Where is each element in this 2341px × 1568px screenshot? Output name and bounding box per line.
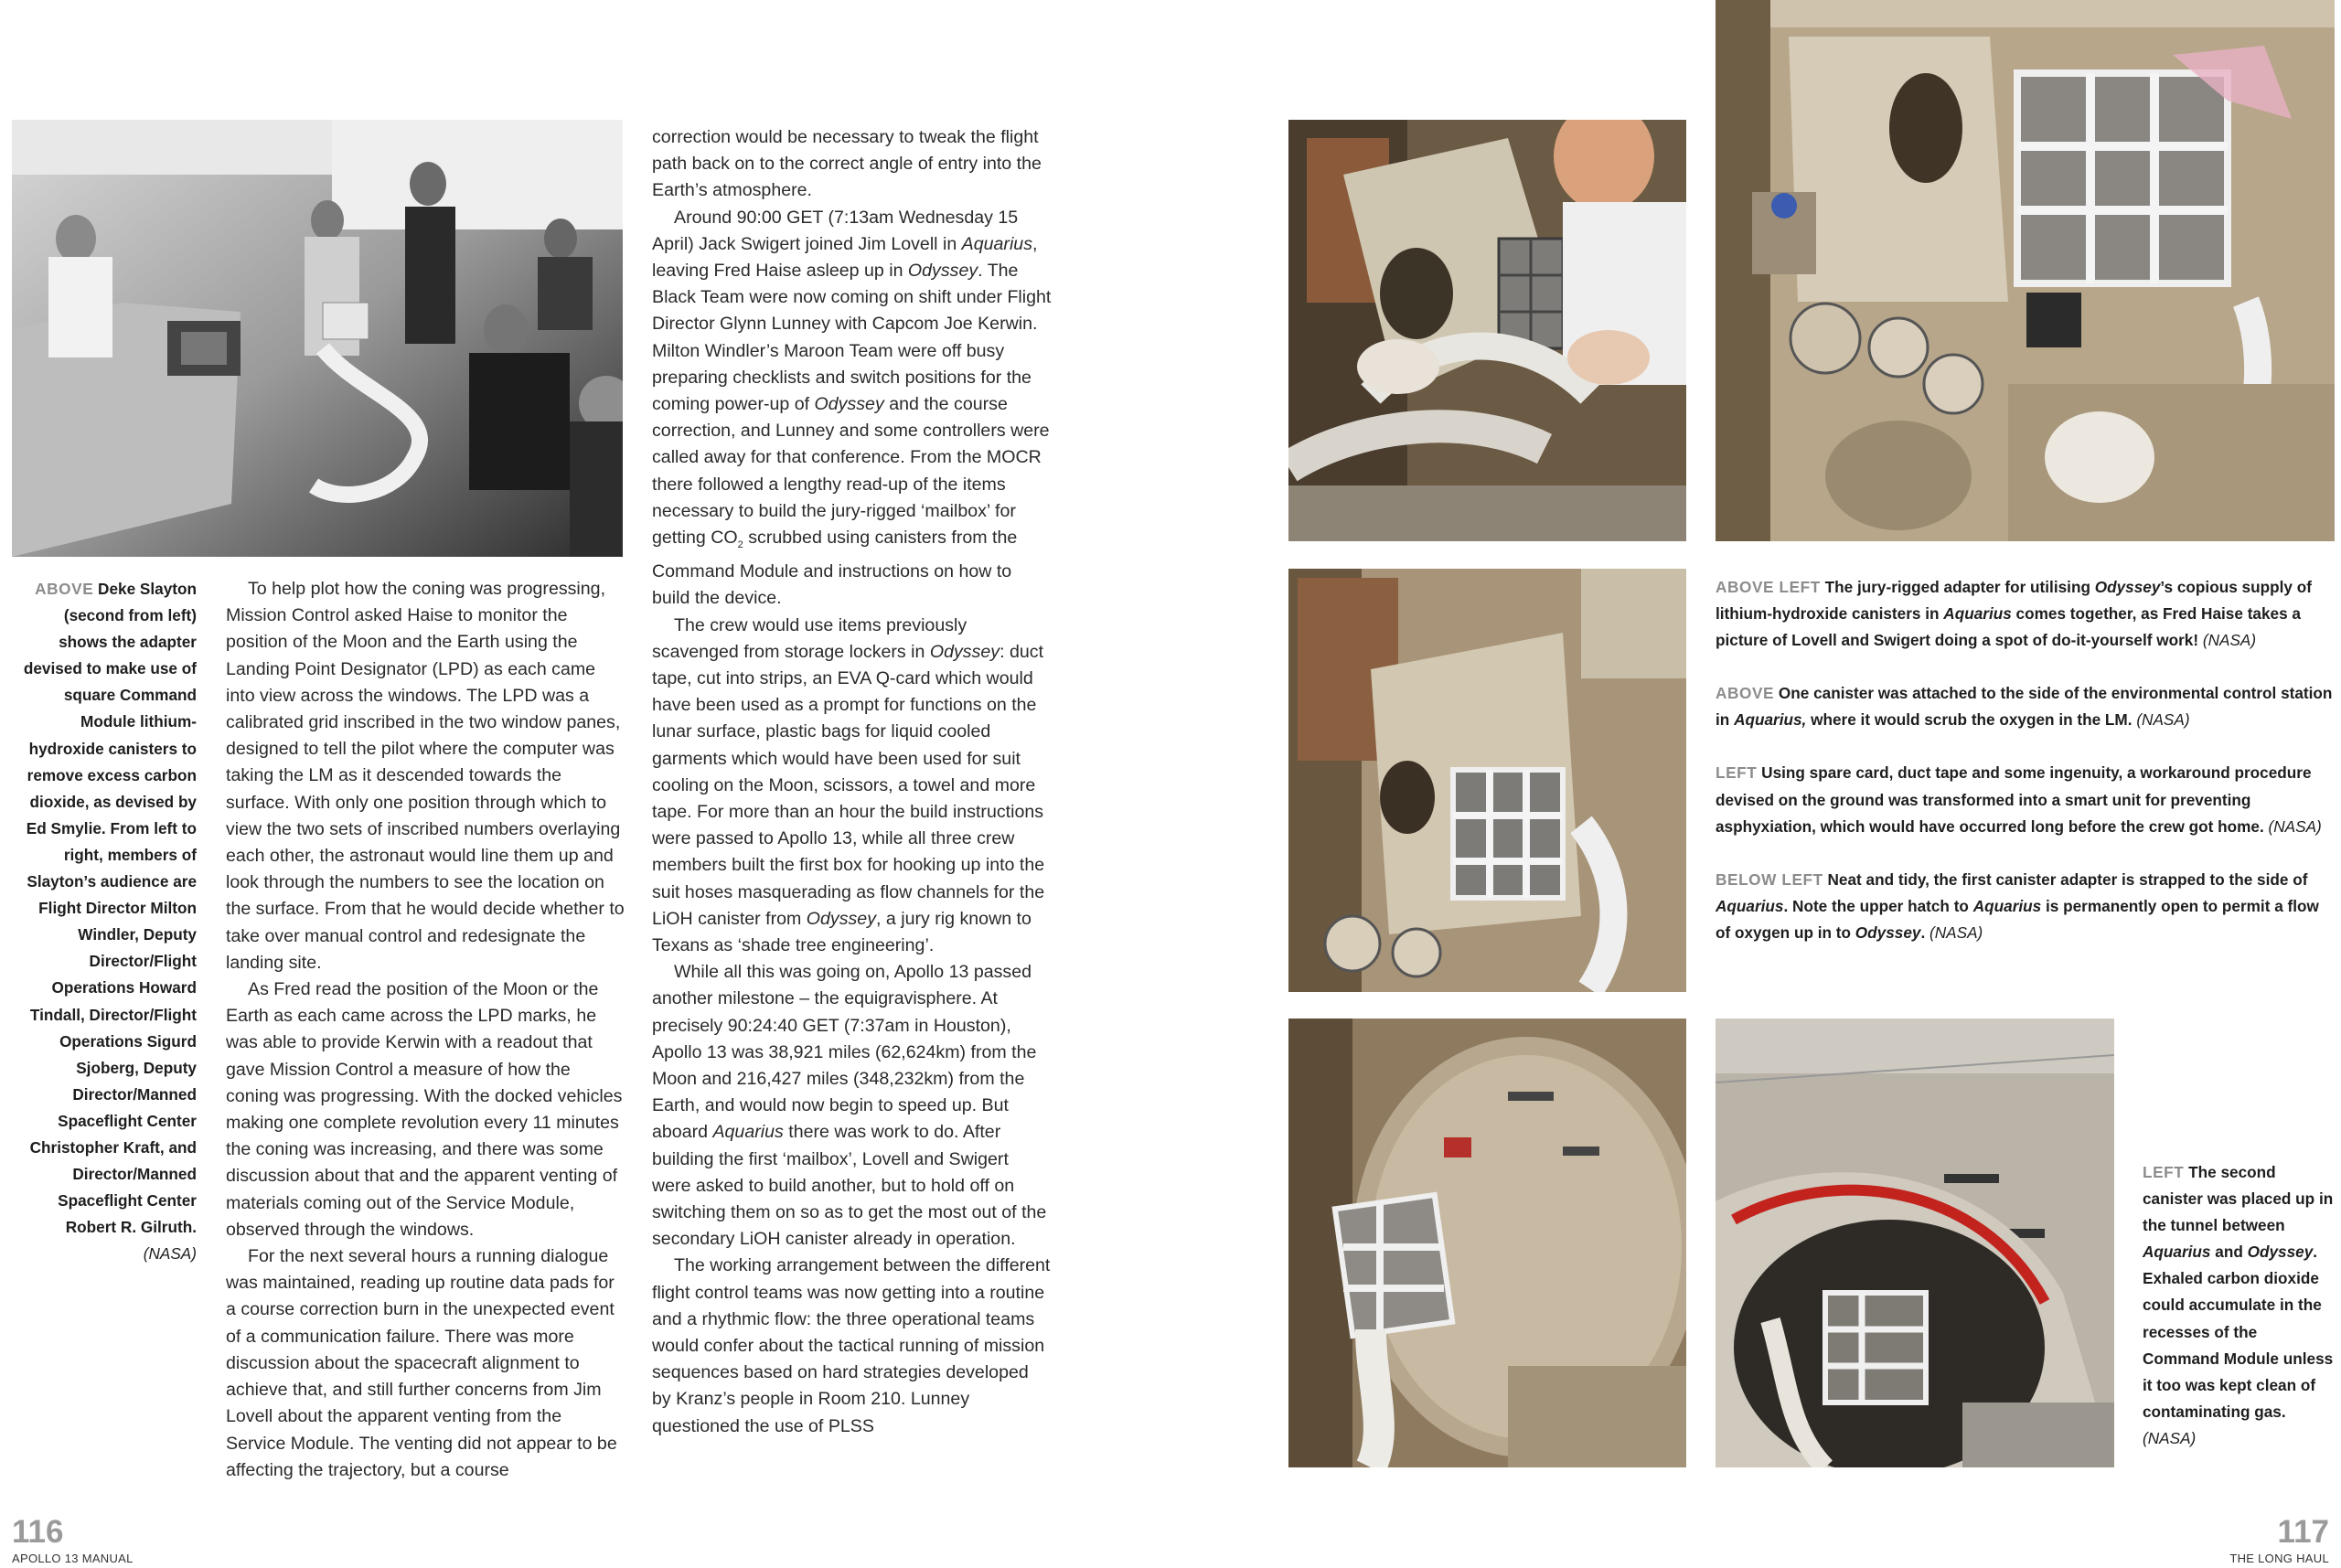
text-run: Aquarius, bbox=[1734, 710, 1807, 730]
finished-unit-photo bbox=[1288, 569, 1686, 992]
caption-credit: (NASA) bbox=[2268, 816, 2322, 836]
caption-above-left bbox=[1716, 574, 2335, 654]
caption-credit: (NASA) bbox=[2136, 710, 2190, 730]
photo-caption-above bbox=[12, 576, 197, 1267]
text-run: The jury-rigged adapter for utilising bbox=[1824, 578, 2095, 596]
paragraph: correction would be necessary to tweak the flight path back on to the correct angle of entry into the Earth’s atmosphere. bbox=[652, 127, 1042, 201]
text-run: One canister was attached to the side of the environmental control station in bbox=[1716, 684, 2333, 730]
page-number-left: 116 bbox=[12, 1514, 64, 1550]
text-run: Odyssey bbox=[929, 641, 1000, 662]
caption-tag: LEFT bbox=[1716, 763, 1758, 783]
text-run: Aquarius bbox=[1972, 896, 2042, 915]
text-run: where it would scrub the oxygen in the LM. bbox=[1806, 710, 2133, 730]
text-run: Around 90:00 GET (7:13am Wednesday 15 April) Jack Swigert joined Jim Lovell in bbox=[652, 207, 1019, 254]
text-run: Aquarius bbox=[961, 233, 1033, 254]
caption-tag: ABOVE LEFT bbox=[1716, 578, 1821, 596]
caption-tag: ABOVE bbox=[35, 580, 94, 598]
text-run: The crew would use items previously scavenged from storage lockers in bbox=[652, 614, 967, 662]
text-run: Odyssey bbox=[2247, 1243, 2314, 1262]
adapter-assembly-photo bbox=[1288, 120, 1686, 541]
paragraph bbox=[652, 613, 1052, 960]
caption-credit: (NASA) bbox=[2202, 631, 2257, 650]
paragraph bbox=[652, 205, 1052, 613]
text-run: . The Black Team were now coming on shift under Flight Director Glynn Lunney with Capcom Joe Kerwin. Milton Windler’s Maroon Team were off busy preparing checklists and switch positions for the coming power-up of bbox=[652, 261, 1052, 415]
caption-tag: LEFT bbox=[2143, 1163, 2185, 1181]
body-column-2 bbox=[652, 124, 1052, 1440]
paragraph: The working arrangement between the different flight control teams was now getting into a routine and a rhythmic flow: the three operational teams would confer about the tactical running of mission sequences based on hard strategies developed by Kranz’s people in Room 210. Lunney questioned the use of PLSS bbox=[652, 1255, 1051, 1436]
caption-credit: (NASA) bbox=[2143, 1428, 2197, 1447]
text-run: Odyssey bbox=[2094, 578, 2161, 596]
tunnel-canister-photo bbox=[1716, 1019, 2114, 1467]
text-run: : duct tape, cut into strips, an EVA Q-card which would have been used as a prompt for functions on the lunar surface, plastic bags for liquid cooled garments which would have been used for suit cooling on the Moon, scissors, a towel and more tape. For more than an hour the build instructions were passed to Apollo 13, while all three crew members built the first box for hooking up into the suit hoses masquerading as flow channels for the LiOH canister from bbox=[652, 641, 1045, 929]
text-run: , a jury rig known to Texans as ‘shade tree engineering’. bbox=[652, 908, 1032, 955]
text-run: The second canister was placed up in the tunnel between bbox=[2143, 1163, 2334, 1235]
text-run: . Note the upper hatch to bbox=[1783, 896, 1973, 915]
running-head-left: APOLLO 13 MANUAL bbox=[12, 1552, 134, 1565]
text-run: Odyssey bbox=[1855, 923, 1921, 942]
text-run: and the course correction, and Lunney and some controllers were called away for that conference. From the MOCR there followed a lengthy read-up of the items necessary to build the jury-rigged ‘mailbox’ for getting CO bbox=[652, 394, 1050, 549]
text-run: . Exhaled carbon dioxide could accumulate in the recesses of the Command Module unless it too was kept clean of contaminating gas. bbox=[2143, 1243, 2334, 1421]
caption-credit: (NASA) bbox=[1929, 923, 1983, 942]
text-run: , leaving Fred Haise asleep up in bbox=[652, 233, 1038, 282]
text-run: Neat and tidy, the first canister adapter is strapped to the side of bbox=[1827, 869, 2308, 889]
caption-below-left bbox=[1716, 867, 2335, 946]
text-run: Aquarius bbox=[2143, 1243, 2211, 1262]
text-run: Odyssey bbox=[814, 394, 884, 415]
paragraph: As Fred read the position of the Moon or the Earth as each came across the LPD marks, he was able to provide Kerwin with a readout that gave Mission Control a measure of how the coning was progressing. With the docked vehicles making one complete revolution every 11 minutes the coning was increasing, and there was some discussion about that and the apparent venting of materials coming out of the Service Module, observed through the windows. bbox=[226, 979, 623, 1240]
text-run: While all this was going on, Apollo 13 passed another milestone – the equigravisphere. At precisely 90:24:40 GET (7:37am in Houston), Apollo 13 was 38,921 miles (62,624km) from the Moon and 216,427 miles (348,232km) from the Earth, and would now begin to speed up. But aboard bbox=[652, 962, 1037, 1143]
text-run: and bbox=[2210, 1243, 2248, 1262]
running-head-right: THE LONG HAUL bbox=[2229, 1552, 2329, 1565]
caption-text: Deke Slayton (second from left) shows the adapter devised to make use of square Command Module lithium-hydroxide canisters to remove excess carbon dioxide, as devised by Ed Smylie. From left to right, members of Slayton’s audience are Flight Director Milton Windler, Deputy Director/Flight Operations Howard Tindall, Director/Flight Operations Sigurd Sjoberg, Deputy Director/Manned Spaceflight Center Christopher Kraft, and Director/Manned Spaceflight Center Robert R. Gilruth. bbox=[23, 580, 197, 1237]
caption-left bbox=[1716, 760, 2335, 839]
mission-control-photo bbox=[12, 120, 623, 557]
page-number-right: 117 bbox=[2277, 1514, 2329, 1550]
ecs-canister-photo bbox=[1716, 0, 2335, 541]
caption-left-second-canister bbox=[2143, 1159, 2335, 1452]
text-run: scrubbed using canisters from the Command Module and instructions on how to build the device. bbox=[652, 528, 1018, 609]
body-column-1 bbox=[226, 576, 625, 1484]
paragraph: For the next several hours a running dialogue was maintained, reading up routine data pads for a course correction burn in the unexpected event of a communication failure. There was more discussion about the spacecraft alignment to achieve that, and still further concerns from Jim Lovell about the apparent venting from the Service Module. The venting did not appear to be affecting the trajectory, but a course bbox=[226, 1246, 617, 1480]
caption-tag: BELOW LEFT bbox=[1716, 869, 1823, 889]
paragraph bbox=[652, 959, 1052, 1253]
text-run: Using spare card, duct tape and some ingenuity, a workaround procedure devised on the ground was transformed into a smart unit for preventing asphyxiation, which would have occurred long before the crew got home. bbox=[1716, 763, 2312, 836]
text-run: Odyssey bbox=[806, 908, 877, 929]
text-run: Aquarius bbox=[1716, 896, 1784, 915]
text-run: Aquarius bbox=[712, 1122, 784, 1143]
hatch-canister-photo bbox=[1288, 1019, 1686, 1467]
text-run: ’s copious supply of lithium-hydroxide canisters in bbox=[1716, 578, 2312, 624]
caption-above bbox=[1716, 680, 2335, 733]
text-run: . bbox=[1920, 923, 1926, 942]
caption-tag: ABOVE bbox=[1716, 684, 1775, 703]
right-captions bbox=[1716, 574, 2335, 973]
text-run: comes together, as Fred Haise takes a picture of Lovell and Swigert doing a spot of do-it-yourself work! bbox=[1716, 604, 2301, 650]
paragraph: To help plot how the coning was progressing, Mission Control asked Haise to monitor the position of the Moon and the Earth using the Landing Point Designator (LPD) as each came into view across the windows. The LPD was a calibrated grid inscribed in the two window panes, designed to tell the pilot where the computer was taking the LM as it descended towards the surface. With only one position through which to view the two sets of inscribed numbers overlaying each other, the astronaut would line them up and look through the numbers to see the location on the surface. From that he would decide whether to take over manual control and redesignate the landing site. bbox=[226, 579, 625, 973]
caption-credit: (NASA) bbox=[143, 1244, 197, 1264]
subscript: 2 bbox=[737, 539, 743, 550]
text-run: is permanently open to permit a flow of oxygen up in to bbox=[1716, 896, 2319, 942]
text-run: Odyssey bbox=[907, 261, 978, 282]
text-run: Aquarius bbox=[1943, 604, 2012, 624]
text-run: there was work to do. After building the first ‘mailbox’, Lovell and Swigert were asked to build another, but to hold off on switching them on so as to get the most out of the secondary LiOH canister already in operation. bbox=[652, 1122, 1047, 1250]
